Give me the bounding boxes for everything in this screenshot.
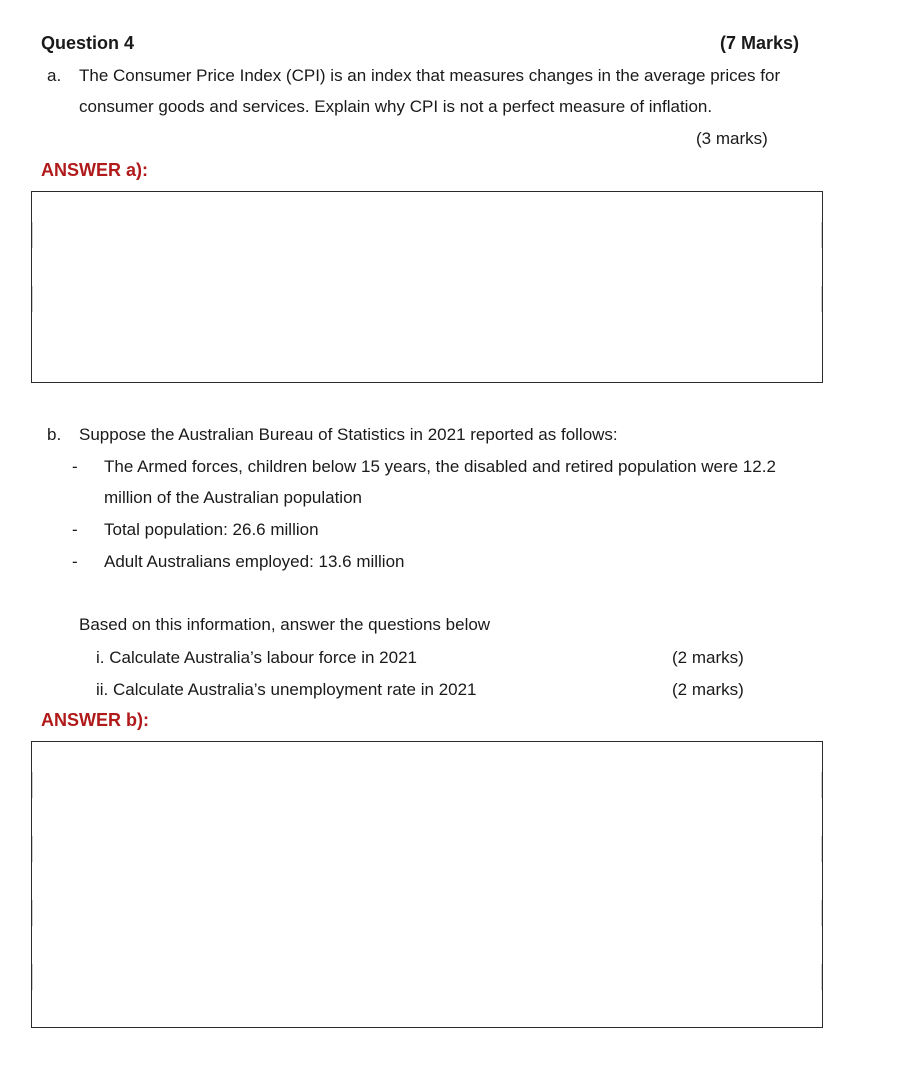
answer-a-label: ANSWER a):	[41, 160, 148, 180]
box-tick	[32, 286, 33, 312]
part-b-intro: Suppose the Australian Bureau of Statistics in 2021 reported as follows:	[79, 425, 618, 444]
bullet-dash: -	[72, 457, 78, 476]
box-tick	[32, 964, 33, 990]
bullet-1-line-2: million of the Australian population	[104, 488, 362, 507]
bullet-1-line-1: The Armed forces, children below 15 years, the disabled and retired population were 12.2	[104, 457, 776, 476]
box-tick	[32, 222, 33, 248]
box-tick	[32, 836, 33, 862]
answer-b-label: ANSWER b):	[41, 710, 149, 730]
part-a-marks: (3 marks)	[696, 129, 768, 148]
question-title: Question 4	[41, 33, 135, 53]
bullet-2: Total population: 26.6 million	[104, 520, 319, 539]
bullet-dash: -	[72, 552, 78, 571]
box-tick	[821, 900, 822, 926]
part-a-text-line-2: consumer goods and services. Explain why CPI is not a perfect measure of inflation.	[79, 97, 713, 116]
part-a-text-line-1: The Consumer Price Index (CPI) is an index that measures changes in the average prices for	[79, 66, 781, 85]
box-tick	[821, 772, 822, 798]
answer-b-box[interactable]	[31, 741, 823, 1028]
part-b-label: b.	[47, 425, 62, 444]
bullet-dash: -	[72, 520, 78, 539]
sub-question-i-marks: (2 marks)	[672, 648, 744, 667]
based-on-text: Based on this information, answer the questions below	[79, 615, 491, 634]
part-a-label: a.	[47, 66, 62, 85]
sub-question-ii-marks: (2 marks)	[672, 680, 744, 699]
sub-question-i: i. Calculate Australia’s labour force in 2021	[96, 648, 417, 667]
box-tick	[32, 900, 33, 926]
sub-question-ii: ii. Calculate Australia’s unemployment rate in 2021	[96, 680, 477, 699]
box-tick	[32, 772, 33, 798]
answer-a-box[interactable]	[31, 191, 823, 383]
box-tick	[821, 964, 822, 990]
total-marks: (7 Marks)	[720, 33, 800, 53]
box-tick	[821, 286, 822, 312]
box-tick	[821, 836, 822, 862]
bullet-3: Adult Australians employed: 13.6 million	[104, 552, 405, 571]
box-tick	[821, 222, 822, 248]
